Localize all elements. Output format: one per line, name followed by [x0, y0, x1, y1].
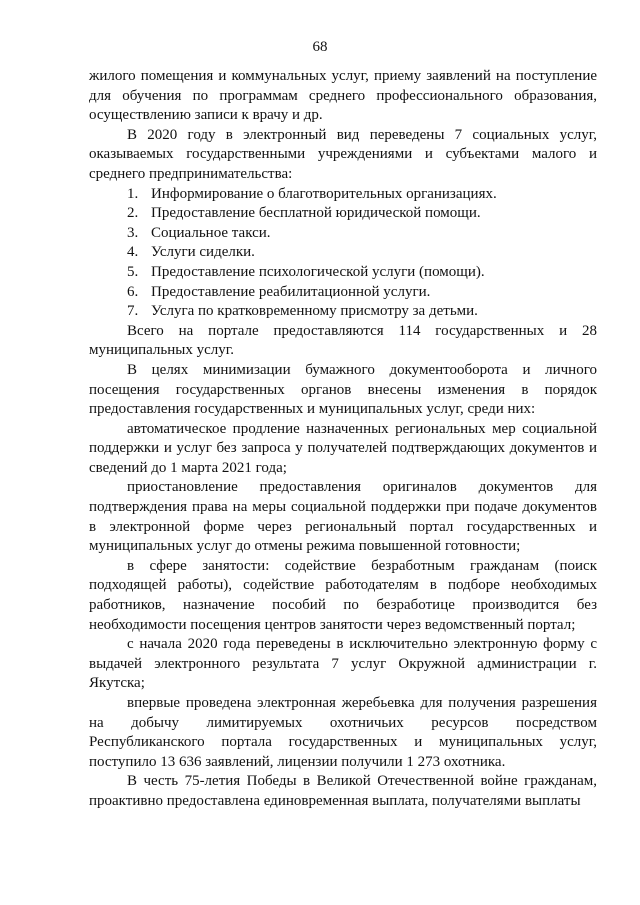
services-list [89, 185, 597, 322]
list-item-number: 5. [127, 263, 139, 280]
list-item-text: Предоставление реабилитационной услуги. [151, 283, 431, 300]
list-item [89, 243, 597, 263]
paragraph-services-intro: В 2020 году в электронный вид переведены 7 социальных услуг, оказываемых государственными учреждениями и субъектами малого и среднего предпринимательства: [89, 126, 597, 182]
list-item-text: Услуги сиделки. [151, 244, 255, 261]
paragraph-originals-suspension: приостановление предоставления оригиналов документов для подтверждения права на меры социальной поддержки при подаче документов в электронной форме через региональный портал государственных и муниципальных услуг до отмены режима повышенной готовности; [89, 479, 597, 555]
paragraph-continuation: жилого помещения и коммунальных услуг, приему заявлений на поступление для обучения по программам среднего профессионального образования, осуществлению записи к врачу и др. [89, 68, 597, 124]
paragraph-yakutsk-services: с начала 2020 года переведены в исключительно электронную форму с выдачей электронного результата 7 услуг Окружной администрации г. Якутска; [89, 636, 597, 692]
list-item [89, 204, 597, 224]
list-item-number: 3. [127, 224, 139, 241]
paragraph-victory-payment: В честь 75-летия Победы в Великой Отечественной войне гражданам, проактивно предоставлена единовременная выплата, получателями выплаты [89, 773, 597, 809]
list-item [89, 224, 597, 244]
list-item-number: 7. [127, 303, 139, 320]
list-item [89, 302, 597, 322]
list-item-number: 4. [127, 244, 139, 261]
list-item [89, 185, 597, 205]
list-item-text: Предоставление бесплатной юридической помощи. [151, 205, 481, 222]
list-item [89, 283, 597, 303]
list-item-text: Социальное такси. [151, 224, 271, 241]
list-item [89, 263, 597, 283]
document-body [89, 67, 597, 812]
list-item-number: 6. [127, 283, 139, 300]
paragraph-employment: в сфере занятости: содействие безработным гражданам (поиск подходящей работы), содействие работодателям в подборе необходимых работников, назначение пособий по безработице производится без необходимости посещения центров занятости через ведомственный портал; [89, 557, 597, 633]
list-item-number: 2. [127, 205, 139, 222]
list-item-number: 1. [127, 185, 139, 202]
paragraph-hunting-lottery: впервые проведена электронная жеребьевка для получения разрешения на добычу лимитируемых охотничьих ресурсов посредством Республиканского портала государственных и муниципальных услуг, поступило 13 636 заявлений, лицензии получили 1 273 охотника. [89, 695, 597, 770]
list-item-text: Информирование о благотворительных организациях. [151, 185, 497, 202]
page-number: 68 [312, 39, 328, 55]
list-item-text: Услуга по кратковременному присмотру за детьми. [151, 303, 478, 320]
paragraph-changes-intro: В целях минимизации бумажного документооборота и личного посещения государственных органов внесены изменения в порядок предоставления государственных и муниципальных услуг, среди них: [89, 361, 597, 418]
paragraph-services-count: Всего на портале предоставляются 114 государственных и 28 муниципальных услуг. [89, 322, 597, 359]
paragraph-auto-extension: автоматическое продление назначенных региональных мер социальной поддержки и услуг без запроса у получателей подтверждающих документов и сведений до 1 марта 2021 года; [89, 420, 597, 476]
list-item-text: Предоставление психологической услуги (помощи). [151, 263, 485, 280]
